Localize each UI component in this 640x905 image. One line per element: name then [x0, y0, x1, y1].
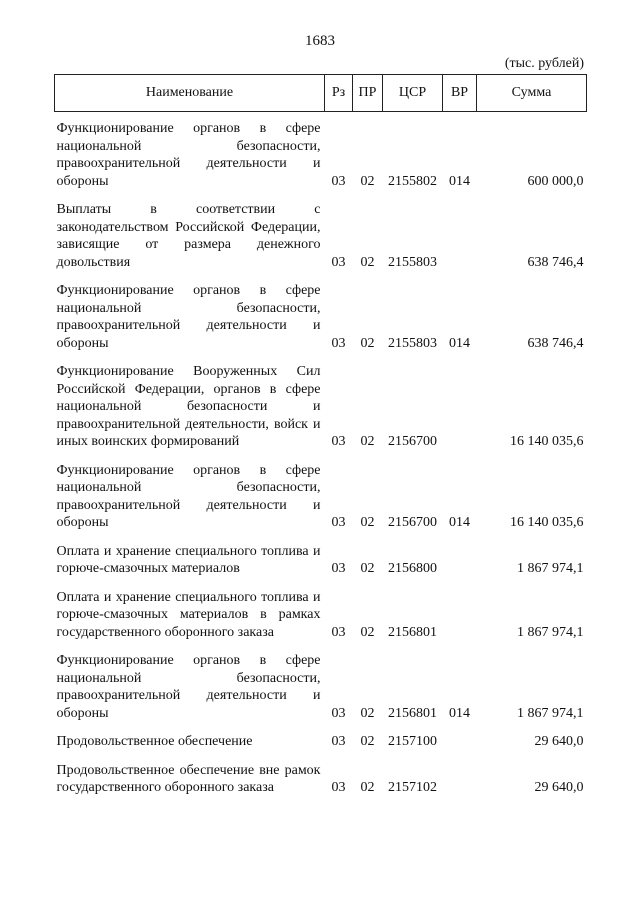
table-row — [55, 731, 587, 754]
row-rz: 03 — [331, 515, 346, 530]
row-csr: 2156700 — [388, 434, 437, 449]
row-csr: 2157100 — [388, 734, 437, 749]
row-rz: 03 — [331, 434, 346, 449]
header-csr: ЦСР — [383, 75, 443, 112]
row-csr: 2156801 — [388, 624, 437, 640]
table-header-row — [55, 75, 587, 112]
row-rz: 03 — [331, 561, 346, 576]
row-rz: 03 — [331, 624, 346, 640]
row-name: Продовольственное обеспечение вне рамок государственного оборонного заказа — [56, 762, 321, 795]
row-pr: 02 — [360, 734, 375, 749]
row-sum: 1 867 974,1 — [517, 561, 584, 576]
table-row — [55, 650, 587, 725]
table-row — [55, 361, 587, 454]
row-pr: 02 — [360, 335, 375, 351]
row-name: Функционирование органов в сфере национальной безопасности, правоохранительной деятельности и обороны — [56, 283, 321, 351]
row-csr: 2155802 — [388, 173, 437, 189]
row-name: Функционирование органов в сфере национальной безопасности, правоохранительной деятельности и обороны — [56, 121, 321, 189]
row-pr: 02 — [360, 254, 375, 270]
row-csr: 2156801 — [388, 705, 437, 721]
row-csr: 2155803 — [388, 254, 437, 270]
row-name: Оплата и хранение специального топлива и горюче-смазочных материалов — [56, 543, 321, 576]
units-label: (тыс. рублей) — [504, 56, 584, 71]
header-pr: ПР — [353, 75, 383, 112]
row-name: Функционирование Вооруженных Сил Российской Федерации, органов в сфере национальной безопасности и правоохранительной деятельности, войск и иных воинских формирований — [56, 364, 321, 449]
row-pr: 02 — [360, 780, 375, 795]
header-vr: ВР — [443, 75, 477, 112]
row-name: Оплата и хранение специального топлива и горюче-смазочных материалов в рамках государственного оборонного заказа — [56, 589, 321, 640]
row-vr: 014 — [449, 515, 470, 530]
row-sum: 638 746,4 — [527, 335, 584, 351]
table-row — [55, 118, 587, 193]
row-csr: 2156700 — [388, 515, 437, 530]
row-rz: 03 — [331, 780, 346, 795]
table-row — [55, 760, 587, 800]
row-name: Продовольственное обеспечение — [56, 734, 253, 749]
budget-table — [54, 74, 587, 800]
header-sum: Сумма — [477, 75, 587, 112]
row-pr: 02 — [360, 515, 375, 530]
header-name: Наименование — [55, 75, 325, 112]
row-csr: 2155803 — [388, 335, 437, 351]
row-vr — [443, 199, 477, 274]
header-rz: Рз — [325, 75, 353, 112]
row-csr: 2157102 — [388, 780, 437, 795]
page-number: 1683 — [305, 33, 335, 49]
row-sum: 638 746,4 — [527, 254, 584, 270]
row-pr: 02 — [360, 624, 375, 640]
row-pr: 02 — [360, 561, 375, 576]
row-rz: 03 — [331, 254, 346, 270]
row-rz: 03 — [331, 335, 346, 351]
row-sum: 1 867 974,1 — [517, 624, 584, 640]
table-row — [55, 280, 587, 355]
table-row — [55, 460, 587, 535]
row-name: Функционирование органов в сфере национальной безопасности, правоохранительной деятельности и обороны — [56, 462, 321, 530]
row-sum: 16 140 035,6 — [510, 434, 584, 449]
row-vr: 014 — [449, 705, 470, 721]
row-sum: 1 867 974,1 — [517, 705, 584, 721]
row-sum: 29 640,0 — [534, 734, 584, 749]
table-row — [55, 587, 587, 645]
row-rz: 03 — [331, 173, 346, 189]
row-name: Выплаты в соответствии с законодательством Российской Федерации, зависящие от размера денежного довольствия — [56, 202, 321, 270]
table-row — [55, 199, 587, 274]
row-vr — [443, 587, 477, 645]
row-rz: 03 — [331, 734, 346, 749]
row-vr — [443, 361, 477, 454]
row-csr: 2156800 — [388, 561, 437, 576]
row-vr — [443, 541, 477, 581]
row-rz: 03 — [331, 705, 346, 721]
row-pr: 02 — [360, 173, 375, 189]
row-pr: 02 — [360, 434, 375, 449]
row-sum: 600 000,0 — [527, 173, 584, 189]
row-vr — [443, 731, 477, 754]
row-vr: 014 — [449, 335, 470, 351]
row-vr: 014 — [449, 173, 470, 189]
row-pr: 02 — [360, 705, 375, 721]
table-row — [55, 541, 587, 581]
row-vr — [443, 760, 477, 800]
row-sum: 29 640,0 — [534, 780, 584, 795]
row-sum: 16 140 035,6 — [510, 515, 584, 530]
row-name: Функционирование органов в сфере национальной безопасности, правоохранительной деятельности и обороны — [56, 653, 321, 721]
